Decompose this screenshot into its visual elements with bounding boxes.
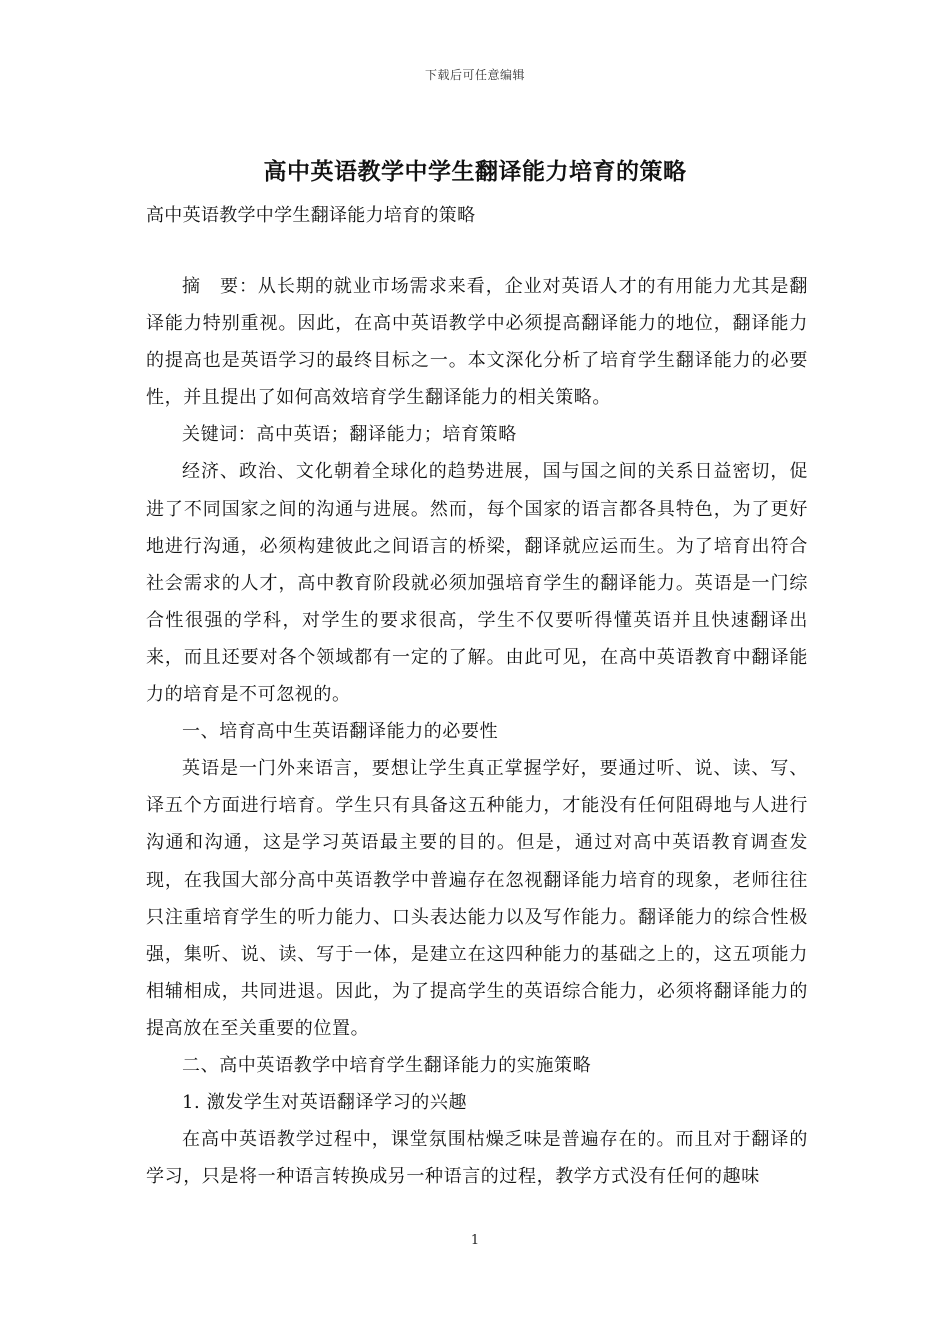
- document-subtitle: 高中英语教学中学生翻译能力培育的策略: [146, 205, 476, 226]
- page-header-note: 下载后可任意编辑: [424, 68, 525, 82]
- document-body: [146, 268, 808, 1195]
- section-1-paragraph: 英语是一门外来语言，要想让学生真正掌握学好，要通过听、说、读、写、译五个方面进行培育。学生只有具备这五种能力，才能没有任何阻碍地与人进行沟通和沟通，这是学习英语最主要的目的。但是，通过对高中英语教育调查发现，在我国大部分高中英语教学中普遍存在忽视翻译能力培育的现象，老师往往只注重培育学生的听力能力、口头表达能力以及写作能力。翻译能力的综合性极强，集听、说、读、写于一体，是建立在这四种能力的基础之上的，这五项能力相辅相成，共同进退。因此，为了提高学生的英语综合能力，必须将翻译能力的提高放在至关重要的位置。: [146, 758, 808, 1039]
- keywords-paragraph: 关键词：高中英语；翻译能力；培育策略: [182, 424, 517, 446]
- subsection-1-paragraph: 在高中英语教学过程中，课堂氛围枯燥乏味是普遍存在的。而且对于翻译的学习，只是将一种语言转换成另一种语言的过程，教学方式没有任何的趣味: [146, 1129, 808, 1188]
- section-heading-2: 二、高中英语教学中培育学生翻译能力的实施策略: [182, 1054, 592, 1076]
- intro-paragraph: 经济、政治、文化朝着全球化的趋势进展，国与国之间的关系日益密切，促进了不同国家之间的沟通与进展。然而，每个国家的语言都各具特色，为了更好地进行沟通，必须构建彼此之间语言的桥梁，翻译就应运而生。为了培育出符合社会需求的人才，高中教育阶段就必须加强培育学生的翻译能力。英语是一门综合性很强的学科，对学生的要求很高，学生不仅要听得懂英语并且快速翻译出来，而且还要对各个领域都有一定的了解。由此可见，在高中英语教育中翻译能力的培育是不可忽视的。: [146, 461, 808, 706]
- subsection-heading-1: 1. 激发学生对英语翻译学习的兴趣: [182, 1092, 468, 1114]
- document-title: 高中英语教学中学生翻译能力培育的策略: [263, 158, 687, 185]
- section-heading-1: 一、培育高中生英语翻译能力的必要性: [182, 721, 499, 743]
- page-number: 1: [470, 1233, 480, 1248]
- abstract-paragraph: 摘 要：从长期的就业市场需求来看，企业对英语人才的有用能力尤其是翻译能力特别重视。因此，在高中英语教学中必须提高翻译能力的地位，翻译能力的提高也是英语学习的最终目标之一。本文深化分析了培育学生翻译能力的必要性，并且提出了如何高效培育学生翻译能力的相关策略。: [146, 276, 808, 409]
